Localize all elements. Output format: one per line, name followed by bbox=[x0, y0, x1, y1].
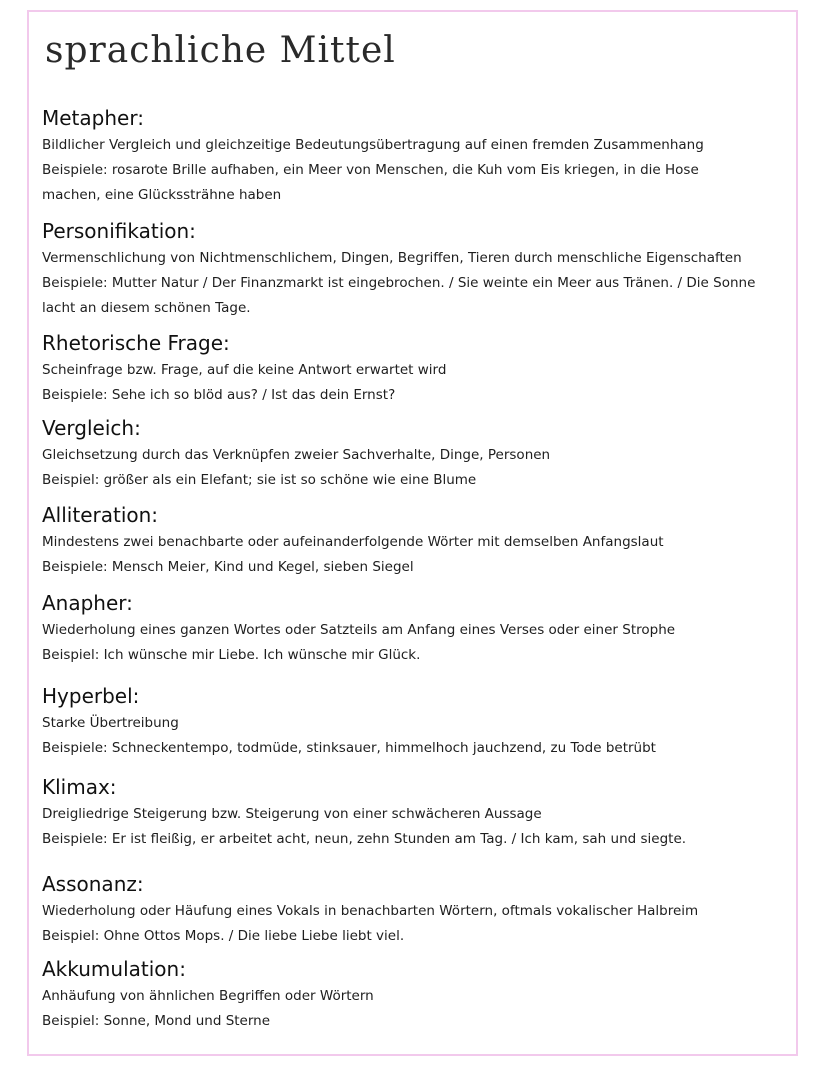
term-example: Beispiele: Schneckentempo, todmüde, stinksauer, himmelhoch jauchzend, zu Tode betrübt bbox=[42, 740, 656, 756]
term-definition: Bildlicher Vergleich und gleichzeitige Bedeutungsübertragung auf einen fremden Zusammenhang bbox=[42, 137, 704, 153]
term-hyperbel bbox=[42, 684, 787, 761]
term-definition: Wiederholung oder Häufung eines Vokals in benachbarten Wörtern, oftmals vokalischer Halbreim bbox=[42, 903, 699, 919]
term-example: Beispiel: Ohne Ottos Mops. / Die liebe Liebe liebt viel. bbox=[42, 928, 405, 944]
term-example: Beispiel: Sonne, Mond und Sterne bbox=[42, 1013, 271, 1029]
page-title: sprachliche Mittel bbox=[45, 30, 396, 71]
term-example: Beispiel: Ich wünsche mir Liebe. Ich wünsche mir Glück. bbox=[42, 647, 421, 663]
term-definition: Mindestens zwei benachbarte oder aufeinanderfolgende Wörter mit demselben Anfangslaut bbox=[42, 534, 664, 550]
term-heading: Vergleich: bbox=[42, 416, 141, 440]
term-heading: Alliteration: bbox=[42, 503, 159, 527]
term-definition: Scheinfrage bzw. Frage, auf die keine Antwort erwartet wird bbox=[42, 362, 447, 378]
term-personifikation bbox=[42, 219, 787, 321]
term-vergleich bbox=[42, 416, 787, 493]
term-example: Beispiele: rosarote Brille aufhaben, ein Meer von Menschen, die Kuh vom Eis kriegen, in die Hose machen, eine Glückssträhne haben bbox=[42, 162, 699, 203]
term-definition: Gleichsetzung durch das Verknüpfen zweier Sachverhalte, Dinge, Personen bbox=[42, 447, 551, 463]
term-example: Beispiel: größer als ein Elefant; sie ist so schöne wie eine Blume bbox=[42, 472, 477, 488]
term-definition: Vermenschlichung von Nichtmenschlichem, Dingen, Begriffen, Tieren durch menschliche Eigenschaften bbox=[42, 250, 742, 266]
term-heading: Personifikation: bbox=[42, 219, 196, 243]
term-definition: Wiederholung eines ganzen Wortes oder Satzteils am Anfang eines Verses oder einer Strophe bbox=[42, 622, 676, 638]
term-klimax bbox=[42, 775, 787, 852]
term-example: Beispiele: Mutter Natur / Der Finanzmarkt ist eingebrochen. / Sie weinte ein Meer aus Tränen. / Die Sonne lacht an diesem schönen Tage. bbox=[42, 275, 756, 316]
term-definition: Starke Übertreibung bbox=[42, 715, 179, 731]
term-assonanz bbox=[42, 872, 787, 949]
term-heading: Assonanz: bbox=[42, 872, 144, 896]
term-example: Beispiele: Er ist fleißig, er arbeitet acht, neun, zehn Stunden am Tag. / Ich kam, sah und siegte. bbox=[42, 831, 687, 847]
term-rhetorische-frage bbox=[42, 331, 787, 408]
term-definition: Dreigliedrige Steigerung bzw. Steigerung von einer schwächeren Aussage bbox=[42, 806, 542, 822]
term-alliteration bbox=[42, 503, 787, 580]
term-metapher bbox=[42, 106, 787, 208]
term-akkumulation bbox=[42, 957, 787, 1034]
term-anapher bbox=[42, 591, 787, 668]
term-heading: Klimax: bbox=[42, 775, 117, 799]
term-heading: Akkumulation: bbox=[42, 957, 186, 981]
term-example: Beispiele: Mensch Meier, Kind und Kegel, sieben Siegel bbox=[42, 559, 414, 575]
term-heading: Anapher: bbox=[42, 591, 133, 615]
term-heading: Metapher: bbox=[42, 106, 144, 130]
term-heading: Rhetorische Frage: bbox=[42, 331, 230, 355]
term-heading: Hyperbel: bbox=[42, 684, 140, 708]
term-example: Beispiele: Sehe ich so blöd aus? / Ist das dein Ernst? bbox=[42, 387, 396, 403]
term-definition: Anhäufung von ähnlichen Begriffen oder Wörtern bbox=[42, 988, 374, 1004]
